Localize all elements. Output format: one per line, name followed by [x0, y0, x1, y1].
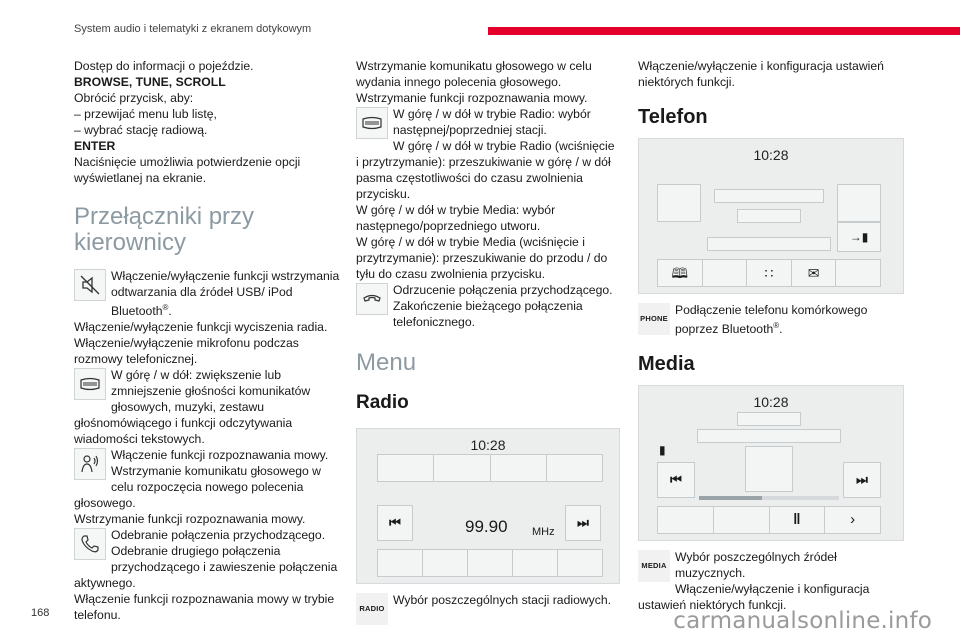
media-title: Media	[638, 353, 695, 376]
phone-field-1	[714, 189, 824, 203]
media-text-2: Włączenie/wyłączenie i konfiguracja ustawień niektórych funkcji.	[638, 582, 870, 613]
phone-messages-tab[interactable]	[792, 260, 837, 286]
mute-text-2: Włączenie/wyłączenie funkcji wyciszenia radia.	[74, 320, 328, 335]
scroll-text-2: W górę / w dół w trybie Radio (wciśnięcie i przytrzymanie): przeszukiwanie w górę / w dół pasma częstotliwości do czasu zwolnienia przycisku.	[356, 139, 615, 201]
radio-frequency: 99.90	[465, 517, 508, 536]
running-header: System audio i telematyki z ekranem dotykowym	[74, 23, 312, 35]
enter-heading: ENTER	[74, 139, 116, 153]
call-text-2: Odebranie drugiego połączenia przychodzącego i zawieszenie połączenia aktywnego.	[74, 544, 338, 591]
radio-function-bar	[377, 549, 603, 577]
function-slot[interactable]	[513, 550, 558, 576]
radio-title: Radio	[356, 392, 409, 413]
radio-text: Wybór poszczególnych stacji radiowych.	[393, 593, 612, 607]
scroll-text-4: W górę / w dół w trybie Media (wciśnięcie i przytrzymanie): przeszukiwanie do przodu / do tyłu do czasu zwolnienia przycisku.	[356, 235, 608, 281]
voice-text-3: Wstrzymanie funkcji rozpoznawania mowy.	[74, 512, 306, 527]
voice-stop-text: Wstrzymanie funkcji rozpoznawania mowy.	[356, 91, 588, 105]
phone-bottom-bar	[657, 259, 881, 287]
chevron-right-icon: ›	[850, 511, 856, 529]
radio-button-icon: RADIO	[356, 593, 388, 625]
phone-transfer-icon: →▮	[849, 230, 869, 244]
scroll-text-3: W górę / w dół w trybie Media: wybór następnego/poprzedniego utworu.	[356, 203, 556, 233]
column-1	[74, 58, 342, 623]
media-slot[interactable]	[714, 507, 770, 533]
enter-text: Naciśnięcie umożliwia potwierdzenie opcji wyświetlanej na ekranie.	[74, 155, 301, 185]
skip-forward-icon: ⏭	[856, 472, 868, 488]
keypad-icon: ∷	[764, 265, 774, 281]
function-slot[interactable]	[378, 550, 423, 576]
voice-text: Włączenie funkcji rozpoznawania mowy.	[111, 448, 329, 463]
mute-text: Włączenie/wyłączenie funkcji wstrzymania odtwarzania dla źródeł USB/ iPod Bluetooth®.	[111, 269, 340, 319]
phone-keypad-tab[interactable]	[747, 260, 792, 286]
scroll-text: W górę / w dół w trybie Radio: wybór następnej/poprzedniej stacji.	[393, 107, 591, 137]
column-2	[356, 58, 620, 625]
envelope-icon: ✉	[807, 265, 820, 281]
radio-time: 10:28	[470, 437, 506, 453]
browse-text: Obrócić przycisk, aby:	[74, 91, 194, 105]
browse-heading: BROWSE, TUNE, SCROLL	[74, 75, 226, 89]
preset-slot[interactable]	[491, 455, 547, 481]
preset-slot[interactable]	[378, 455, 434, 481]
next-station-button[interactable]	[565, 505, 601, 541]
media-next-button[interactable]	[843, 462, 881, 498]
settings-text: Włączenie/wyłączenie i konfiguracja ustawień niektórych funkcji.	[638, 59, 884, 89]
skip-forward-icon: ⏭	[577, 515, 589, 530]
phone-screen	[638, 138, 904, 294]
media-field-2	[697, 429, 841, 443]
hangup-text: Odrzucenie połączenia przychodzącego.	[393, 283, 613, 297]
function-slot[interactable]	[558, 550, 602, 576]
volume-wheel-icon	[74, 368, 106, 400]
intro-text: Dostęp do informacji o pojeździe.	[74, 59, 254, 73]
header-accent-bar	[488, 27, 960, 35]
media-time: 10:28	[753, 394, 789, 411]
page-number: 168	[31, 607, 50, 619]
phone-transfer-button[interactable]	[837, 222, 881, 252]
call-icon	[74, 528, 106, 560]
preset-slot[interactable]	[434, 455, 490, 481]
phone-field-2	[737, 209, 801, 223]
voice-pause-text: Wstrzymanie komunikatu głosowego w celu wydania innego polecenia głosowego.	[356, 59, 592, 89]
media-bottom-bar	[657, 506, 881, 534]
watermark: carmanualsonline.info	[673, 608, 932, 634]
media-previous-button[interactable]	[657, 462, 695, 498]
call-text-3: Włączenie funkcji rozpoznawania mowy w trybie telefonu.	[74, 592, 335, 623]
column-3	[638, 58, 904, 613]
skip-back-icon: ⏮	[389, 515, 401, 530]
phone-slot[interactable]	[836, 260, 880, 286]
radio-unit: MHz	[532, 526, 555, 538]
media-button-icon: MEDIA	[638, 550, 670, 582]
section-title-steering: Przełączniki przy kierownicy	[74, 203, 255, 256]
radio-preset-bar	[377, 454, 603, 482]
function-slot[interactable]	[468, 550, 513, 576]
voice-text-2: Wstrzymanie komunikatu głosowego w celu rozpoczęcia nowego polecenia głosowego.	[74, 464, 321, 511]
media-device-icon: ▮	[659, 443, 666, 458]
phone-time: 10:28	[753, 147, 789, 163]
scroll-wheel-icon	[356, 107, 388, 139]
media-text: Wybór poszczególnych źródeł muzycznych.	[675, 550, 837, 581]
media-progress-fill	[699, 496, 762, 500]
book-icon: 🕮	[671, 265, 689, 281]
phone-left-button[interactable]	[657, 184, 701, 222]
media-more-button[interactable]	[825, 507, 880, 533]
voice-recognition-icon	[74, 448, 106, 480]
media-cover-art	[745, 446, 793, 492]
mute-text-3: Włączenie/wyłączenie mikrofonu podczas rozmowy telefonicznej.	[74, 336, 299, 367]
hang-up-icon	[356, 283, 388, 315]
media-field-1	[737, 412, 801, 426]
pause-icon: ‖	[793, 511, 801, 529]
phone-button-icon: PHONE	[638, 303, 670, 335]
skip-back-icon: ⏮	[670, 472, 682, 488]
phone-right-button[interactable]	[837, 184, 881, 222]
media-pause-button[interactable]	[770, 507, 826, 533]
hangup-text-2: Zakończenie bieżącego połączenia telefonicznego.	[393, 299, 583, 329]
menu-title: Menu	[356, 349, 417, 376]
previous-station-button[interactable]	[377, 505, 413, 541]
volume-text: W górę / w dół: zwiększenie lub zmniejszenie głośności komunikatów głosowych, muzyki, zestawu głośnomówiącego i funkcji odczytywania wiadomości tekstowych.	[74, 368, 311, 447]
phone-text: Podłączenie telefonu komórkowego poprzez Bluetooth®.	[675, 303, 868, 337]
mute-icon	[74, 269, 106, 301]
preset-slot[interactable]	[547, 455, 602, 481]
radio-screen	[356, 428, 620, 584]
media-screen	[638, 385, 904, 541]
phone-title: Telefon	[638, 106, 708, 128]
browse-item: – wybrać stację radiową.	[74, 123, 208, 137]
media-progress-track[interactable]	[699, 496, 839, 500]
function-slot[interactable]	[423, 550, 468, 576]
media-slot[interactable]	[658, 507, 714, 533]
phone-slot[interactable]	[703, 260, 748, 286]
browse-item: – przewijać menu lub listę,	[74, 107, 217, 121]
phone-contacts-tab[interactable]	[658, 260, 703, 286]
phone-field-3	[707, 237, 831, 251]
call-text: Odebranie połączenia przychodzącego.	[111, 528, 326, 543]
